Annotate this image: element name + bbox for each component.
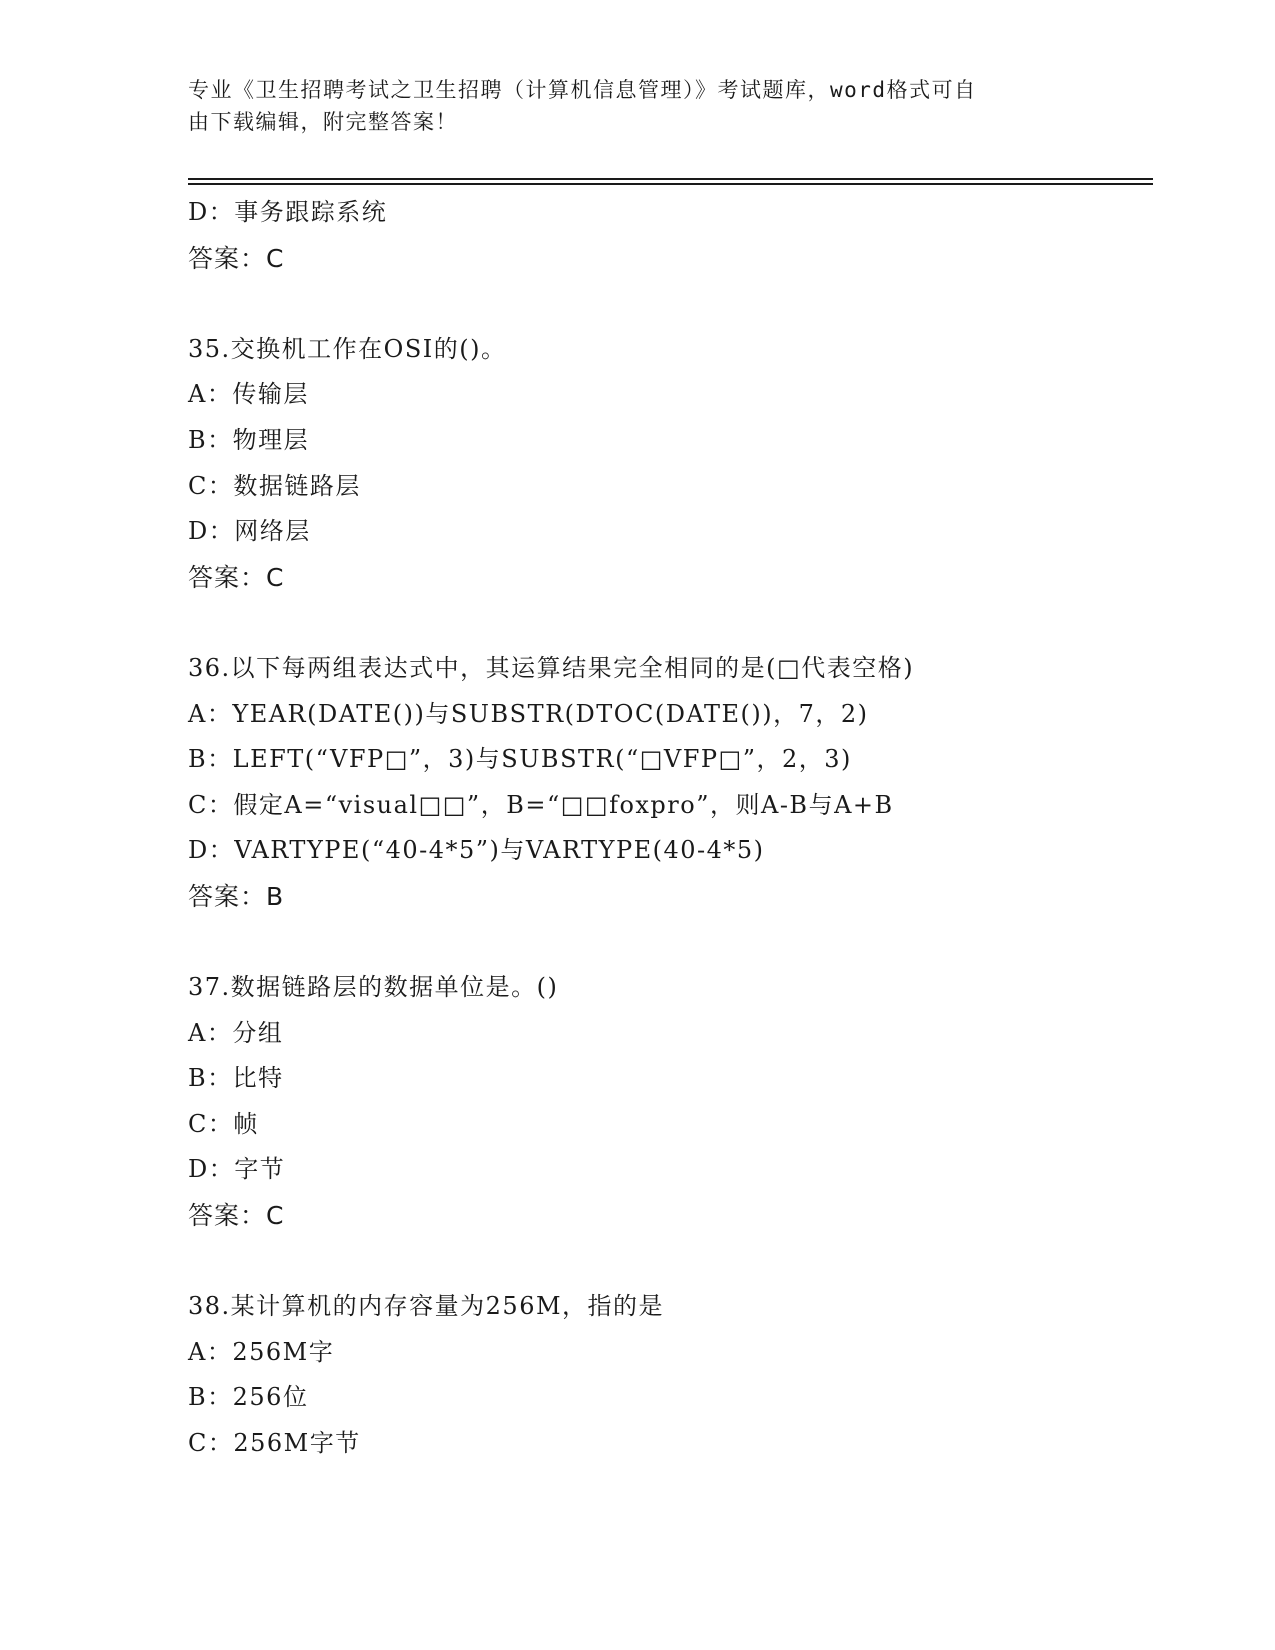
answer-value: C (266, 1201, 285, 1231)
question-37-answer (188, 1193, 1153, 1239)
option-text: VARTYPE(“40-4*5”)与VARTYPE(40-4*5) (234, 836, 765, 865)
option-text: 帧 (233, 1109, 259, 1138)
option-label: B： (188, 1064, 233, 1093)
option-label: B： (188, 1383, 233, 1412)
option-text: 256M字 (232, 1337, 335, 1366)
header-line-2: 由下载编辑，附完整答案！ (188, 110, 458, 134)
question-36-option-a (188, 692, 1153, 738)
question-36-answer (188, 874, 1153, 920)
question-37-option-d (188, 1147, 1153, 1193)
option-label: D： (188, 198, 235, 226)
document-header (188, 74, 1068, 138)
answer-line (188, 236, 1153, 282)
option-label: B： (188, 745, 233, 774)
option-text: 256M字节 (233, 1429, 361, 1458)
answer-value: C (266, 243, 285, 273)
option-label: C： (188, 790, 234, 819)
question-37-option-a (188, 1011, 1153, 1057)
option-text: LEFT(“VFP□”，3)与SUBSTR(“□VFP□”，2，3) (232, 745, 852, 774)
question-38-text: 38.某计算机的内存容量为256M，指的是 (188, 1292, 665, 1321)
question-35-option-b (188, 418, 1153, 464)
question-36-option-d (188, 828, 1153, 874)
question-37-text: 37.数据链路层的数据单位是。() (188, 973, 559, 1002)
question-35-answer (188, 555, 1153, 601)
option-label: B： (188, 425, 233, 454)
option-label: A： (188, 1018, 233, 1047)
option-label: C： (188, 1109, 234, 1138)
option-d (188, 190, 1153, 236)
question-37-option-b (188, 1056, 1153, 1102)
answer-value: B (266, 881, 285, 911)
option-text: 字节 (234, 1155, 286, 1184)
option-text: 传输层 (232, 380, 309, 409)
option-text: 假定A=“visual□□”，B=“□□foxpro”，则A-B与A+B (233, 790, 894, 819)
question-38-option-a (188, 1330, 1153, 1376)
question-list (188, 190, 1153, 1467)
option-label: D： (188, 836, 235, 865)
question-35-option-a (188, 372, 1153, 418)
header-line-1: 专业《卫生招聘考试之卫生招聘（计算机信息管理）》考试题库，word格式可自 (188, 78, 977, 102)
question-36-option-c (188, 783, 1153, 829)
option-text: 256位 (232, 1383, 309, 1412)
question-36-text: 36.以下每两组表达式中，其运算结果完全相同的是(□代表空格) (188, 653, 915, 682)
question-35-text: 35.交换机工作在OSI的()。 (188, 334, 507, 363)
option-label: D： (188, 1155, 235, 1184)
option-label: A： (188, 380, 233, 409)
question-38-option-b (188, 1375, 1153, 1421)
option-label: A： (188, 1337, 233, 1366)
answer-value: C (266, 562, 285, 592)
spacer (188, 600, 1153, 646)
question-35-option-c (188, 464, 1153, 510)
option-text: YEAR(DATE())与SUBSTR(DTOC(DATE())，7，2) (232, 699, 869, 728)
option-text: 物理层 (232, 425, 310, 454)
header-divider-top (188, 178, 1153, 180)
spacer (188, 920, 1153, 966)
option-label: D： (188, 517, 235, 546)
answer-label: 答案： (188, 1201, 267, 1231)
question-38-option-c (188, 1421, 1153, 1467)
option-text: 事务跟踪系统 (234, 198, 388, 226)
answer-label: 答案： (188, 243, 267, 273)
answer-label: 答案： (188, 881, 267, 911)
spacer (188, 281, 1153, 327)
question-35-option-d (188, 509, 1153, 555)
question-37-option-c (188, 1102, 1153, 1148)
option-label: C： (188, 1429, 234, 1458)
option-text: 比特 (232, 1064, 284, 1093)
answer-label: 答案： (188, 562, 267, 592)
header-divider-bottom (188, 183, 1153, 185)
option-label: C： (188, 471, 234, 500)
question-36-option-b (188, 737, 1153, 783)
option-text: 分组 (232, 1018, 284, 1047)
option-text: 网络层 (234, 517, 311, 546)
option-label: A： (188, 699, 233, 728)
option-text: 数据链路层 (233, 471, 361, 500)
spacer (188, 1239, 1153, 1285)
